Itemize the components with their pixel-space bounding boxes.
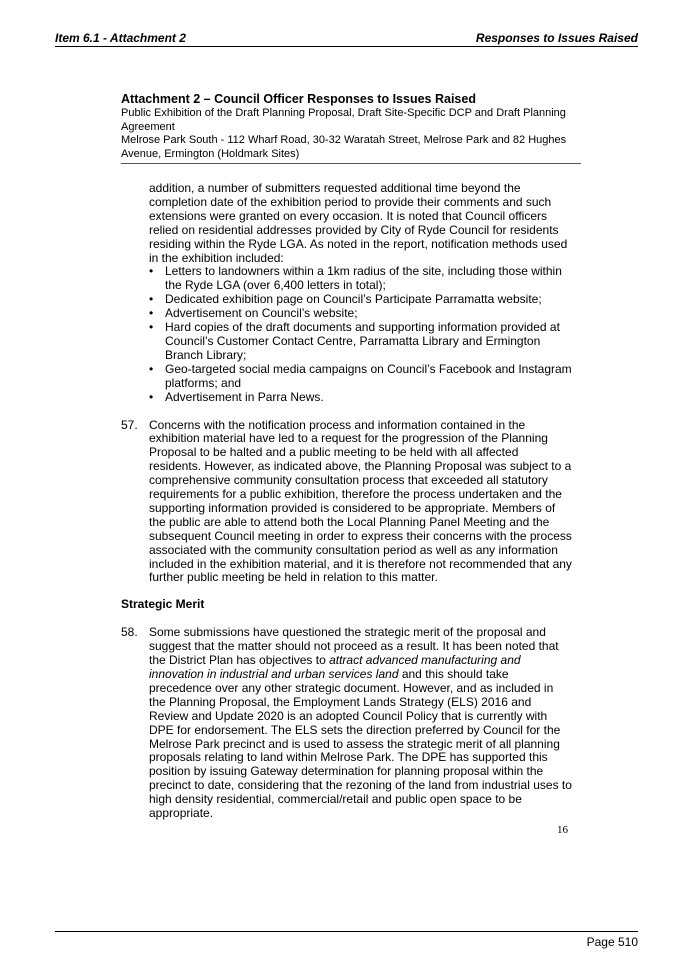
bullet-icon: • (149, 264, 154, 279)
bullet-icon: • (149, 292, 154, 307)
paragraph-57 (121, 419, 573, 586)
page-header (55, 30, 638, 47)
bullet-icon: • (149, 306, 154, 321)
document-subtitle-exhibition: Public Exhibition of the Draft Planning Proposal, Draft Site-Specific DCP and Draft Planning Agreement (121, 107, 566, 133)
section-heading-strategic-merit: Strategic Merit (121, 597, 205, 612)
paragraph-58 (121, 626, 573, 821)
document-body (121, 182, 573, 821)
inner-page-number: 16 (557, 824, 568, 836)
footer-page-label: Page 510 (586, 935, 638, 949)
paragraph-text: Concerns with the notification process and information contained in the exhibition material have led to a request for the progression of the Planning Proposal to be halted and a public meeting to be held with all affected residents. However, as indicated above, the Planning Proposal was subject to a comprehensive community consultation process that exceeded all statutory requirements for a public exhibition, therefore the process undertaken and the supporting information provided is considered to be appropriate. Members of the public are able to attend both the Local Planning Panel Meeting and the subsequent Council meeting in order to express their concerns with the process associated with the community consultation period as well as any information included in the exhibition material, and it is therefore not recommended that any further public meeting be held in relation to this matter. (149, 417, 572, 585)
bullet-icon: • (149, 320, 154, 335)
bullet-icon: • (149, 389, 154, 404)
paragraph-text-start: Some submissions have questioned the strategic merit of the proposal and suggest that the matter should not proceed as a result. It has been noted that the District Plan has objectives to (149, 625, 559, 668)
continuation-paragraph: addition, a number of submitters requested additional time beyond the completion date of the exhibition period to provide their comments and such extensions were granted on every occasion. It is noted that Council officers relied on residential addresses provided by City of Ryde Council for residents residing within the Ryde LGA. As noted in the report, notification methods used in the exhibition included: (149, 181, 568, 265)
paragraph-text-end: and this should take precedence over any other strategic document. However, and as included in the Planning Proposal, the Employment Lands Strategy (ELS) 2016 and Review and Update 2020 is an adopted Council Policy that is currently with DPE for endorsement. The ELS sets the direction preferred by Council for the Melrose Park precinct and is used to assess the strategic merit of all planning proposals relating to land within Melrose Park. The DPE has supported this position by issuing Gateway determination for planning proposal within the precinct to date, considering that the rezoning of the land from industrial uses to high density residential, commercial/retail and public open space to be appropriate. (149, 667, 572, 821)
document-subtitle-sites: Melrose Park South - 112 Wharf Road, 30-32 Waratah Street, Melrose Park and 82 Hughes Avenue, Ermington (Holdmark Sites) (121, 134, 567, 160)
document-heading (121, 92, 581, 161)
list-item: • Advertisement on Council’s website; (149, 306, 358, 321)
header-item-label: Item 6.1 - Attachment 2 (55, 31, 186, 45)
list-item: • Letters to landowners within a 1km radius of the site, including those within the Ryde LGA (over 6,400 letters in total); (149, 264, 562, 293)
page-footer (55, 931, 638, 949)
header-section-label: Responses to Issues Raised (475, 31, 638, 45)
document-title: Attachment 2 – Council Officer Responses to Issues Raised (121, 92, 476, 106)
paragraph-number: 58. (121, 625, 138, 640)
list-item: • Advertisement in Parra News. (149, 389, 324, 404)
paragraph-number: 57. (121, 417, 138, 432)
paragraph-text-italic-quote: attract advanced manufacturing and innovation in industrial and urban services land (149, 653, 521, 681)
list-item: • Hard copies of the draft documents and supporting information provided at Council’s Customer Contact Centre, Parramatta Library and Ermington Branch Library; (149, 320, 560, 362)
list-item: • Geo-targeted social media campaigns on Council’s Facebook and Instagram platforms; and (149, 361, 572, 390)
notification-methods-list (149, 265, 573, 404)
bullet-icon: • (149, 361, 154, 376)
list-item: • Dedicated exhibition page on Council’s Participate Parramatta website; (149, 292, 542, 307)
heading-divider (121, 163, 581, 164)
